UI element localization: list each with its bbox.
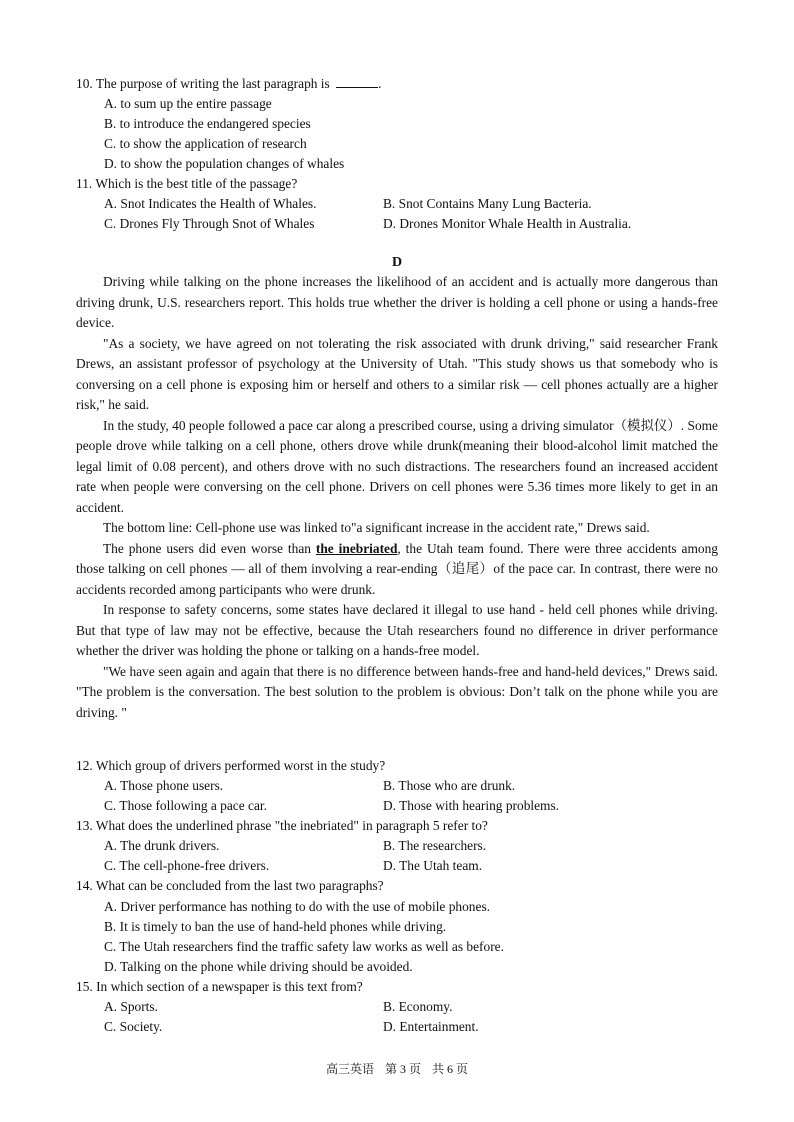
question-15-option-a: A. Sports. xyxy=(104,999,158,1014)
passage-paragraph-7: "We have seen again and again that there is no difference between hands-free and hand-held devices," Drews said. "The problem is the conversation. The best solution to the problem is obvious: Don’t talk on the phone while you are driving. " xyxy=(76,663,718,720)
question-14-option-a: A. Driver performance has nothing to do with the use of mobile phones. xyxy=(104,899,491,914)
question-13-option-d: D. The Utah team. xyxy=(383,858,483,873)
question-12-option-b: B. Those who are drunk. xyxy=(383,778,516,793)
question-13-option-c: C. The cell-phone-free drivers. xyxy=(104,858,270,873)
passage xyxy=(76,272,718,723)
question-14-option-d: D. Talking on the phone while driving should be avoided. xyxy=(104,959,413,974)
question-14-stem: 14. What can be concluded from the last two paragraphs? xyxy=(76,878,384,893)
passage-paragraph-3: In the study, 40 people followed a pace car along a prescribed course, using a driving simulator（模拟仪）. Some people drove while talking on a cell phone, others drove while drunk(meaning their blood-alcohol limit matched the legal limit of 0.08 percent), and others drove with no such distractions. The researchers found an increased accident rate when people were conversing on the cell phone. Drivers on cell phones were 5.36 times more likely to get in an accident. xyxy=(76,417,718,515)
question-10-option-b: B. to introduce the endangered species xyxy=(104,116,311,131)
question-11-option-d: D. Drones Monitor Whale Health in Australia. xyxy=(383,216,632,231)
footer-subject: 高三英语 xyxy=(325,1062,374,1076)
question-12-stem: 12. Which group of drivers performed worst in the study? xyxy=(76,758,386,773)
passage-paragraph-2: "As a society, we have agreed on not tolerating the risk associated with drunk driving," said researcher Frank Drews, an assistant professor of psychology at the University of Utah. "This study shows us that somebody who is conversing on a cell phone is exposing him or herself and others to a similar risk — cell phones actually are a higher risk," he said. xyxy=(76,335,718,412)
question-10-option-c: C. to show the application of research xyxy=(104,136,307,151)
passage-paragraph-5: The phone users did even worse than the inebriated, the Utah team found. There were three accidents among those talking on cell phones — all of them involving a rear-ending（追尾）of the pace car. In contrast, there were no accidents recorded among participants who were drunk. xyxy=(76,540,719,597)
footer-total-pages: 共 6 页 xyxy=(432,1062,469,1076)
passage-paragraph-1: Driving while talking on the phone increases the likelihood of an accident and is actually more dangerous than driving drunk, U.S. researchers report. This holds true whether the driver is holding a cell phone or using a hands-free device. xyxy=(76,274,718,330)
question-15-option-b: B. Economy. xyxy=(383,999,453,1014)
answer-blank xyxy=(336,75,378,88)
question-15-option-d: D. Entertainment. xyxy=(383,1019,479,1034)
question-10-option-d: D. to show the population changes of whales xyxy=(104,156,345,171)
footer-page-number: 第 3 页 xyxy=(384,1062,421,1076)
question-11-option-b: B. Snot Contains Many Lung Bacteria. xyxy=(383,196,592,211)
section-title: D xyxy=(391,255,403,270)
question-13-option-a: A. The drunk drivers. xyxy=(104,838,220,853)
question-11-option-a: A. Snot Indicates the Health of Whales. xyxy=(104,196,317,211)
question-14-option-b: B. It is timely to ban the use of hand-held phones while driving. xyxy=(104,919,447,934)
question-15-option-c: C. Society. xyxy=(104,1019,163,1034)
question-10-stem: 10. The purpose of writing the last paragraph is . xyxy=(76,76,382,91)
page-footer xyxy=(0,1060,794,1077)
underlined-phrase: the inebriated xyxy=(315,540,398,556)
question-15-stem: 15. In which section of a newspaper is this text from? xyxy=(76,979,363,994)
passage-paragraph-4: The bottom line: Cell-phone use was linked to"a significant increase in the accident rate," Drews said. xyxy=(103,520,650,535)
question-14-option-c: C. The Utah researchers find the traffic safety law works as well as before. xyxy=(104,939,504,954)
passage-paragraph-6: In response to safety concerns, some states have declared it illegal to use hand - held cell phones while driving. But that type of law may not be effective, because the Utah researchers found no difference in driver performance whether the driver was holding the phone or talking on a hands-free model. xyxy=(76,602,718,658)
question-12-option-a: A. Those phone users. xyxy=(104,778,224,793)
question-11-option-c: C. Drones Fly Through Snot of Whales xyxy=(104,216,315,231)
question-13-option-b: B. The researchers. xyxy=(383,838,487,853)
question-11-stem: 11. Which is the best title of the passage? xyxy=(76,176,298,191)
question-10-option-a: A. to sum up the entire passage xyxy=(104,96,272,111)
question-13-stem: 13. What does the underlined phrase "the inebriated" in paragraph 5 refer to? xyxy=(76,818,488,833)
question-12-option-c: C. Those following a pace car. xyxy=(104,798,267,813)
question-12-option-d: D. Those with hearing problems. xyxy=(383,798,560,813)
